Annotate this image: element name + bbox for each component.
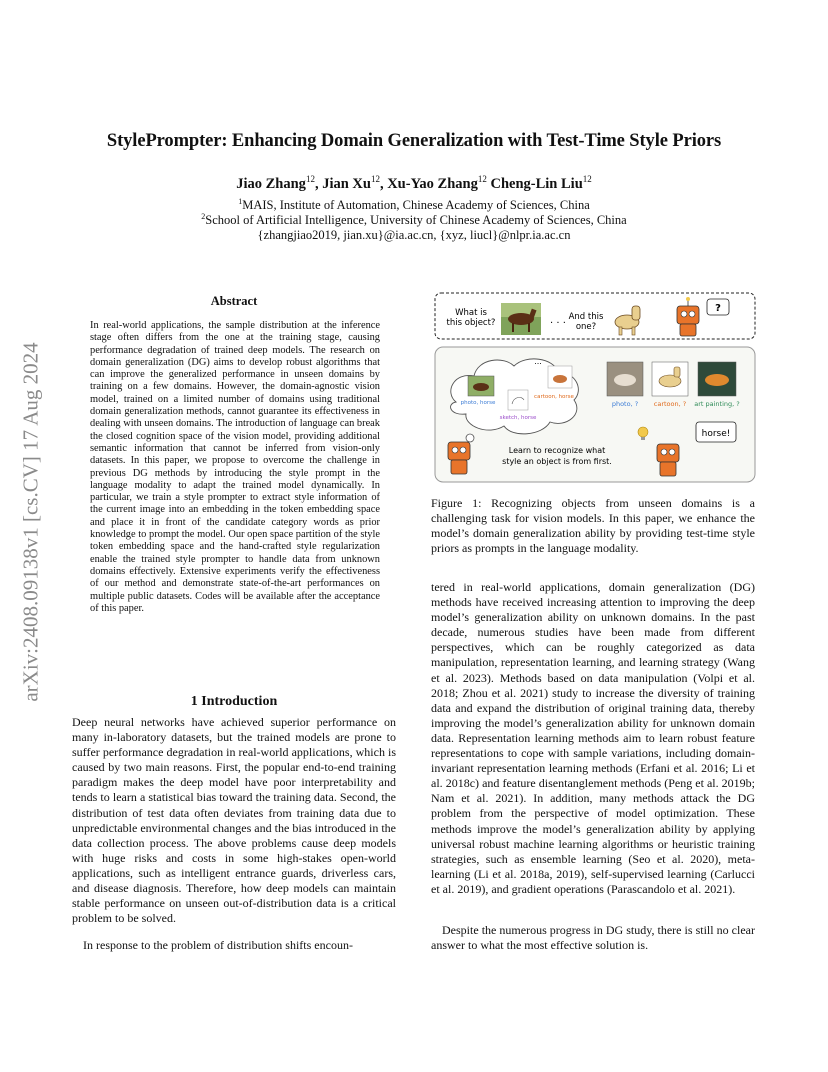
question-text-1b: this object? bbox=[446, 318, 496, 328]
abstract-heading: Abstract bbox=[210, 294, 258, 308]
author-name: Jian Xu bbox=[322, 175, 371, 192]
affiliation-1 bbox=[0, 197, 828, 213]
question-text-1a: What is bbox=[455, 308, 487, 318]
author-affiliation-mark: 12 bbox=[582, 174, 592, 184]
affiliation-text: MAIS, Institute of Automation, Chinese Academy of Sciences, China bbox=[242, 198, 590, 213]
arxiv-sidebar bbox=[14, 282, 48, 762]
author-affiliation-mark: 12 bbox=[477, 174, 487, 184]
author-affiliation-mark: 12 bbox=[370, 174, 380, 184]
robot-question-mark: ? bbox=[715, 303, 721, 314]
affiliation-text: School of Artificial Intelligence, University of Chinese Academy of Sciences, China bbox=[205, 213, 627, 228]
label-art-painting-unknown: art painting, ? bbox=[694, 400, 740, 408]
ellipsis-text: . . . bbox=[550, 315, 566, 326]
style-image-photo bbox=[607, 362, 643, 396]
section-heading-introduction: 1 Introduction bbox=[190, 694, 278, 709]
photo-horse-image bbox=[501, 303, 541, 335]
affiliation-mark: 1 bbox=[238, 197, 243, 206]
label-sketch-horse: sketch, horse bbox=[499, 415, 537, 421]
label-photo-unknown: photo, ? bbox=[611, 400, 639, 408]
label-photo-horse: photo, horse bbox=[460, 400, 496, 406]
author-separator: , bbox=[314, 175, 323, 192]
author-affiliation-mark: 12 bbox=[305, 174, 315, 184]
intro-paragraph-1: Deep neural networks have achieved superior performance on many in-laboratory datasets, but the trained models are prone to suffer performance degradation in real-world applications, which is caused by two main reasons. First, the popular end-to-end training paradigm makes the deep model have poor interpretability and tends to learn a statistical bias toward the training data. Second, the distribution of test data often deviates from training data due to unpredictable environmental changes and the bias introduced in the data collection process. The above problems cause deep models with huge risks and costs in some high-stakes open-world applications, such as intelligent entrance guards, driverless cars, and disease diagnosis. Therefore, how deep models can maintain stable performance on unseen out-of-distribution data is a critical problem to be solved. bbox=[72, 715, 396, 926]
author-list bbox=[0, 174, 828, 193]
cloud-sketch-horse bbox=[508, 390, 528, 410]
robot-icon-learning bbox=[448, 442, 470, 474]
style-image-art-painting bbox=[698, 362, 736, 396]
label-cartoon-horse: cartoon, horse bbox=[534, 394, 574, 400]
abstract-body: In real-world applications, the sample distribution at the inference stage often differs from the one at the training stage, causing performance degradation of trained deep models. The research on domain generalization (DG) aims to develop robust algorithms that can improve the generalized performance in unseen domains by training on a few domains. However, the domain-agnostic vision model, trained on a limited number of domains using traditional domain generalization methods, cannot guarantee its effectiveness in dealing with unseen domains. The introduction of language can break the closed cognition space of the vision model, providing additional semantic information that cannot be inferred from vision-only datasets. In this paper, we propose to overcome the challenge in previous DG methods by introducing the style prompt in the language modality to adapt the trained model dynamically. In particular, we train a style prompter to extract style information of the current image into an embedding in the token embedding space and place it in front of the candidate category words as prior knowledge to prompt the model. Our open space partition of the style token embedding space and the hand-crafted style regularization enable the trained style prompter to handle data from unknown domains effectively. Extensive experiments verify the effectiveness of our method and demonstrate state-of-the-art performances on multiple public datasets. Codes will be available after the acceptance of this paper. bbox=[90, 320, 380, 614]
cloud-photo-horse bbox=[468, 376, 494, 396]
cloud-cartoon-horse bbox=[548, 366, 572, 388]
intro-paragraph-4: Despite the numerous progress in DG study, there is still no clear answer to what the most effective solution is. bbox=[431, 923, 755, 953]
author-emails: {zhangjiao2019, jian.xu}@ia.ac.cn, {xyz, liucl}@nlpr.ia.ac.cn bbox=[257, 228, 571, 242]
robot-icon-answer bbox=[657, 444, 679, 476]
cloud-dots: ... bbox=[534, 357, 542, 366]
learn-text-line-1: Learn to recognize what bbox=[508, 446, 606, 455]
question-text-2b: one? bbox=[575, 322, 597, 332]
learn-text-line-2: style an object is from first. bbox=[502, 457, 612, 466]
affiliation-2 bbox=[0, 212, 828, 228]
author-name: Xu-Yao Zhang bbox=[387, 175, 478, 192]
label-cartoon-unknown: cartoon, ? bbox=[653, 400, 687, 408]
author-name: Cheng-Lin Liu bbox=[490, 175, 583, 192]
figure-1-illustration bbox=[434, 292, 756, 484]
style-image-cartoon bbox=[652, 362, 688, 396]
author-separator: , bbox=[379, 175, 388, 192]
affiliation-mark: 2 bbox=[201, 212, 206, 221]
intro-paragraph-3: tered in real-world applications, domain generalization (DG) methods have received increasing attention to improving the deep model’s generalization ability on unknown domains. In the past decade, numerous studies have been made from different perspectives, which can be roughly categorized as data manipulation, representation learning, and learning strategy (Wang et al. 2023). Methods based on data manipulation (Volpi et al. 2018; Zhou et al. 2021) study to increase the diversity of training data and expand the distribution of original training data, thereby improving the model’s generalization ability for unknown domain data. Representation learning methods aim to learn robust feature representations to cope with sample variations, including domain-invariant representation learning methods (Erfani et al. 2016; Li et al. 2018c) and feature disentanglement methods (Peng et al. 2019b; Nam et al. 2021). In addition, many methods attack the DG problem from the perspective of model optimization. These methods improve the model’s generalization ability by applying universal robust machine learning algorithms or heuristic training strategies, such as ensemble learning (Seo et al. 2020), meta-learning (Li et al. 2018a, 2019), self-supervised learning (Carlucci et al. 2019), and gradient operations (Parascandolo et al. 2021). bbox=[431, 580, 755, 896]
question-text-2a: And this bbox=[568, 312, 604, 322]
figure-1-caption: Figure 1: Recognizing objects from unseen domains is a challenging task for vision models. In this paper, we enhance the model’s domain generalization ability by providing test-time style priors as prompts in the language modality. bbox=[431, 496, 755, 556]
paper-title: StylePrompter: Enhancing Domain Generalization with Test-Time Style Priors bbox=[106, 131, 722, 151]
intro-paragraph-2: In response to the problem of distribution shifts encoun- bbox=[83, 938, 353, 952]
arxiv-identifier: arXiv:2408.09138v1 [cs.CV] 17 Aug 2024 bbox=[18, 342, 43, 702]
answer-text: horse! bbox=[701, 429, 731, 439]
author-name: Jiao Zhang bbox=[236, 175, 306, 192]
